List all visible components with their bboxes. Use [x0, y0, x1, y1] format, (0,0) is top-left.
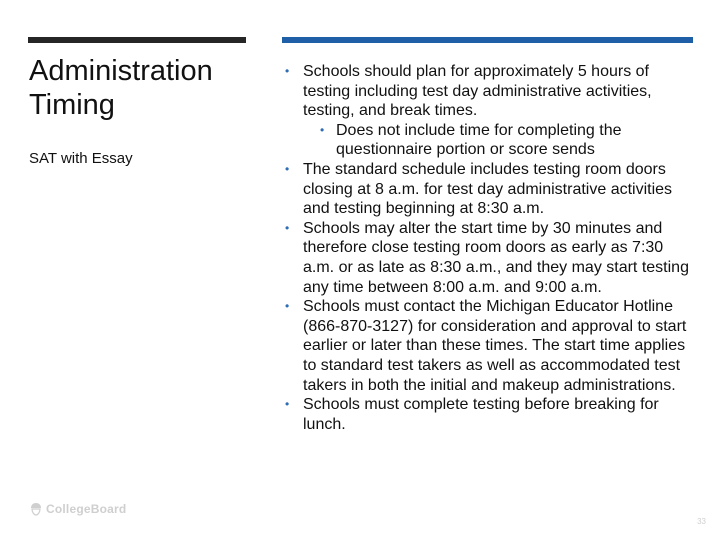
college-board-logo: [29, 502, 126, 516]
bullet-dot-icon: •: [285, 64, 290, 78]
content-divider-bar: [282, 37, 693, 43]
title-divider-bar: [28, 37, 246, 43]
sub-bullet-text: Does not include time for completing the questionnaire portion or score sends: [336, 121, 622, 159]
bullet-text: Schools may alter the start time by 30 minutes and therefore close testing room doors as early as 7:30 a.m. or as late as 8:30 a.m., and they may start testing any time between 8:00 a.m. and 9:00 a.m.: [303, 219, 689, 296]
bullet-item: [283, 62, 695, 121]
bullet-text: Schools must contact the Michigan Educator Hotline (866-870-3127) for consideration and approval to start earlier or later than these times. The start time applies to standard test takers as well as accommodated test takers in both the initial and makeup administrations.: [303, 298, 687, 394]
page-number: 33: [697, 517, 706, 526]
acorn-icon: [29, 502, 43, 516]
bullet-dot-icon: •: [320, 122, 325, 137]
sub-bullet-item: [283, 121, 695, 160]
bullet-text: Schools must complete testing before breaking for lunch.: [303, 396, 659, 433]
bullet-item: [283, 395, 695, 434]
bullet-dot-icon: •: [285, 299, 290, 314]
bullet-item: [283, 160, 695, 219]
bullet-dot-icon: •: [285, 397, 290, 412]
bullet-item: [283, 219, 695, 297]
bullet-text: The standard schedule includes testing room doors closing at 8 a.m. for test day administrative activities and testing beginning at 8:30 a.m.: [303, 160, 673, 218]
slide-title: Administration Timing: [29, 55, 213, 121]
bullet-text: Schools should plan for approximately 5 hours of testing including test day administrative activities, testing, and break times.: [303, 63, 652, 120]
bullet-item: [283, 297, 695, 395]
bullet-list: [283, 62, 695, 434]
bullet-dot-icon: •: [285, 161, 290, 176]
bullet-dot-icon: •: [285, 220, 290, 235]
logo-text: CollegeBoard: [46, 502, 127, 516]
slide-subtitle: SAT with Essay: [29, 150, 133, 167]
